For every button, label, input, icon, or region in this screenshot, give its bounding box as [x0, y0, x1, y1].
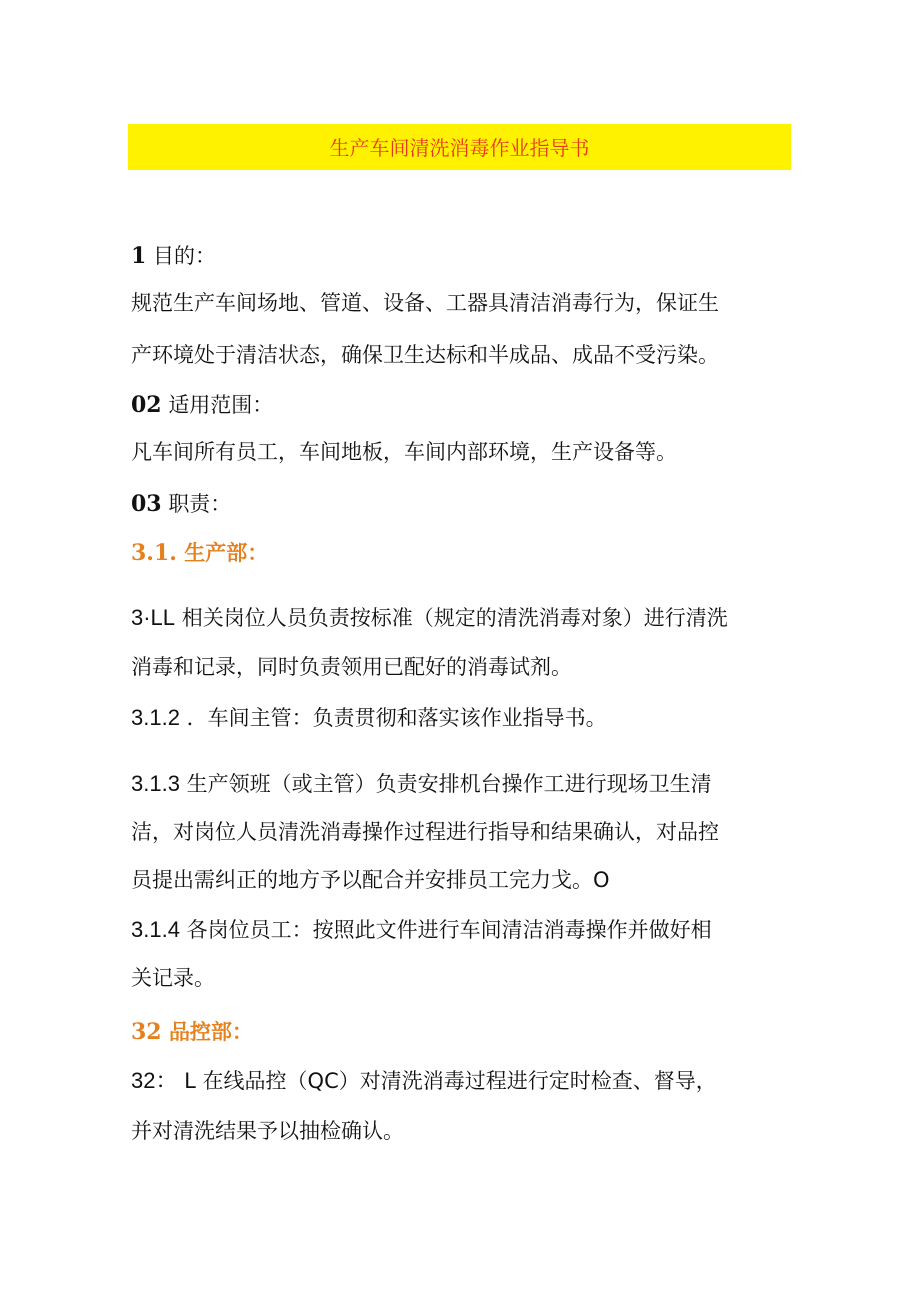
section-label: 目的：	[153, 244, 216, 268]
section-number: 1	[131, 243, 147, 269]
paragraph-line: 并对清洗结果予以抽检确认。	[131, 1119, 404, 1143]
section-label: 适用范围：	[168, 393, 274, 417]
paragraph-line: 员提出需纠正的地方予以配合并安排员工完力戈。O	[131, 868, 610, 892]
section-label: 职责：	[168, 492, 232, 516]
clause-number: 3·LL	[131, 605, 176, 630]
subsection-number: 3.1.	[131, 540, 177, 566]
clause-3-2-1	[131, 1067, 717, 1095]
subsection-label: 生产部：	[184, 541, 269, 565]
title-banner	[128, 124, 791, 170]
clause-3-1-2	[131, 704, 607, 732]
clause-number: 3.1.3	[131, 771, 180, 796]
paragraph-line: 洁，对岗位人员清洗消毒操作过程进行指导和结果确认，对品控	[131, 820, 719, 844]
clause-text: 各岗位员工：按照此文件进行车间清洁消毒操作并做好相	[186, 918, 712, 942]
paragraph-line: 规范生产车间场地、管道、设备、工器具清洁消毒行为，保证生	[131, 291, 719, 315]
clause-text: 相关岗位人员负责按标准（规定的清洗消毒对象）进行清洗	[181, 606, 728, 630]
paragraph-line: 凡车间所有员工，车间地板，车间内部环境，生产设备等。	[131, 440, 677, 464]
clause-3-1-3	[131, 770, 712, 798]
section-number: 03	[131, 491, 162, 517]
paragraph-line: 消毒和记录，同时负责领用已配好的消毒试剂。	[131, 655, 572, 679]
clause-3-1-1	[131, 604, 728, 632]
section-number: 02	[131, 392, 162, 418]
clause-text: L 在线品控（QC）对清洗消毒过程进行定时检查、督导，	[184, 1069, 717, 1093]
subsection-3-2-heading	[131, 1018, 253, 1046]
section-2-heading	[131, 391, 273, 419]
section-3-heading	[131, 490, 231, 518]
clause-number: 3.1.2	[131, 705, 180, 730]
paragraph-line: 关记录。	[131, 966, 215, 990]
subsection-number: 32	[131, 1019, 162, 1045]
clause-text: ．车间主管：负责贯彻和落实该作业指导书。	[186, 706, 607, 730]
clause-number: 32：	[131, 1068, 178, 1093]
clause-number: 3.1.4	[131, 917, 180, 942]
subsection-label: 品控部：	[168, 1020, 253, 1044]
paragraph-line: 产环境处于清洁状态，确保卫生达标和半成品、成品不受污染。	[131, 343, 719, 367]
document-title: 生产车间清洗消毒作业指导书	[329, 136, 590, 160]
clause-text: 生产领班（或主管）负责安排机台操作工进行现场卫生清	[186, 772, 712, 796]
clause-3-1-4	[131, 916, 712, 944]
section-1-heading	[131, 242, 216, 270]
subsection-3-1-heading	[131, 539, 268, 567]
